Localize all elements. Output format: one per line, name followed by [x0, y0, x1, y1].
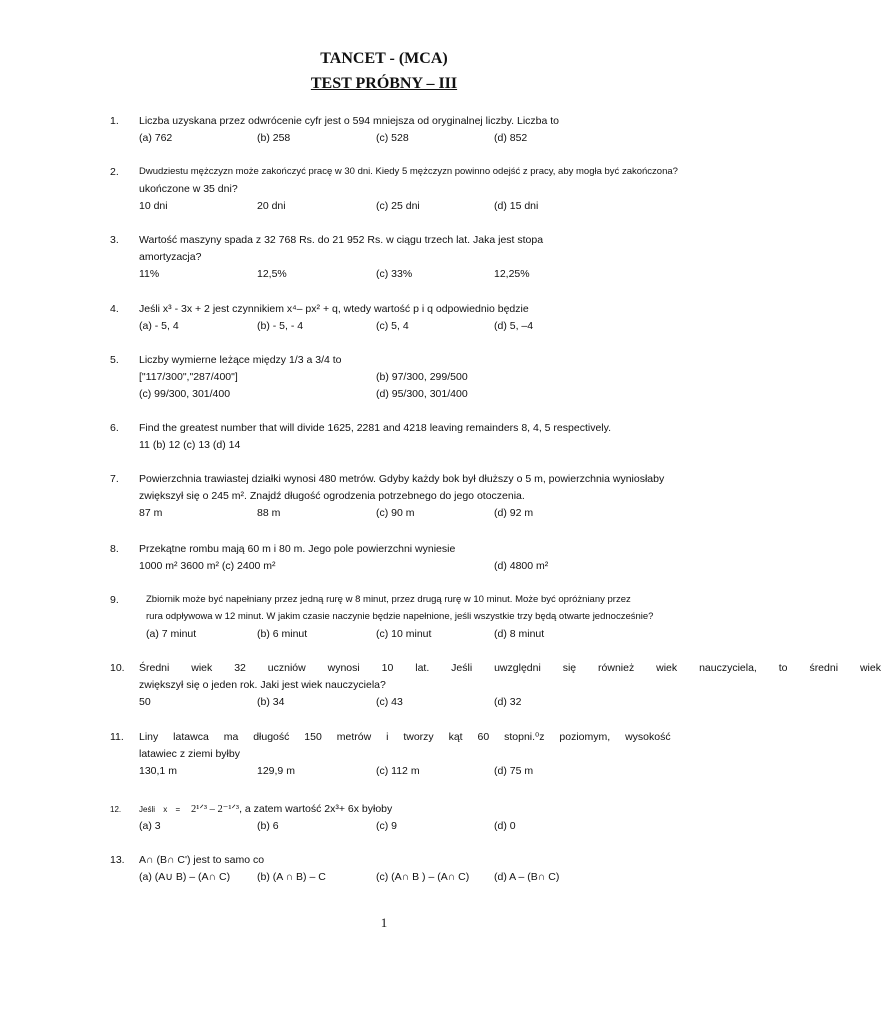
- option-a: (a) 762: [139, 132, 173, 144]
- test-title: TANCET - (MCA): [320, 50, 448, 67]
- question-number: 10.: [110, 662, 125, 674]
- question-text: Jeśli x³ - 3x + 2 jest czynnikiem x⁴– px² + q, wtedy wartość p i q odpowiednio będzie: [139, 303, 529, 315]
- math-expression: 2¹ᐟ³ – 2⁻¹ᐟ³: [191, 804, 240, 815]
- question-text: Przekątne rombu mają 60 m i 80 m. Jego pole powierzchni wyniesie: [139, 543, 456, 555]
- option-d: (d) 75 m: [494, 765, 534, 777]
- option-d: (d) 32: [494, 696, 522, 708]
- options-row: 11 (b) 12 (c) 13 (d) 14: [139, 439, 241, 451]
- question-text-prefix: Jeśli x =: [139, 805, 181, 814]
- question-number: 13.: [110, 854, 125, 866]
- question-number: 1.: [110, 115, 119, 127]
- question-text: amortyzacja?: [139, 251, 202, 263]
- option-c: (c) 90 m: [376, 507, 415, 519]
- option-b: (b) 6: [257, 820, 279, 832]
- option-d: (d) 0: [494, 820, 516, 832]
- options-row: [139, 388, 768, 405]
- question-text: Find the greatest number that will divide 1625, 2281 and 4218 leaving remainders 8, 4, 5 respectively.: [139, 422, 612, 434]
- option-b: 20 dni: [257, 200, 286, 212]
- options-row: [139, 507, 768, 524]
- option-a: (a) 3: [139, 820, 161, 832]
- question-text: [139, 803, 768, 820]
- option-a: 50: [139, 696, 151, 708]
- question-number: 4.: [110, 303, 119, 315]
- question-text: Liczby wymierne leżące między 1/3 a 3/4 to: [139, 354, 342, 366]
- page-number: 1: [380, 915, 388, 930]
- question-text: rura odpływowa w 12 minut. W jakim czasie naczynie będzie napełnione, jeśli wszystkie trzy będą otwarte jednocześnie?: [146, 611, 654, 622]
- option-d: 12,25%: [494, 268, 530, 280]
- option-a: (a) - 5, 4: [139, 320, 179, 332]
- question-text: Zbiornik może być napełniany przez jedną rurę w 8 minut, przez drugą rurę w 10 minut. Może być opróżniany przez: [146, 594, 631, 605]
- option-c: (c) 5, 4: [376, 320, 409, 332]
- option-a: 11%: [139, 268, 160, 280]
- option-a: ["117/300","287/400"]: [139, 371, 238, 383]
- options-row: [139, 765, 768, 782]
- question-number: 6.: [110, 422, 119, 434]
- question-text: Liczba uzyskana przez odwrócenie cyfr jest o 594 mniejsza od oryginalnej liczby. Liczba to: [139, 115, 560, 127]
- question-text: Wartość maszyny spada z 32 768 Rs. do 21 952 Rs. w ciągu trzech lat. Jaka jest stopa: [139, 234, 544, 246]
- options-row: [139, 371, 768, 388]
- option-d: (d) 5, –4: [494, 320, 534, 332]
- option-d: (d) 8 minut: [494, 628, 545, 640]
- option-a: (a) 7 minut: [146, 628, 197, 640]
- option-c: (c) 112 m: [376, 765, 420, 777]
- options-row: [139, 696, 768, 713]
- test-subtitle: TEST PRÓBNY – III: [310, 75, 458, 92]
- option-b: (b) 97/300, 299/500: [376, 371, 468, 383]
- question-text: latawiec z ziemi byłby: [139, 748, 240, 760]
- question-text: Dwudziestu mężczyzn może zakończyć pracę w 30 dni. Kiedy 5 mężczyzn powinno odejść z pracy, aby mogła być zakończona?: [139, 166, 678, 177]
- option-c: (c) 9: [376, 820, 397, 832]
- question-number: 11.: [110, 731, 124, 743]
- question-number: 9.: [110, 594, 119, 606]
- question-text: zwiększył się o 245 m². Znajdź długość ogrodzenia potrzebnego do jego otoczenia.: [139, 490, 525, 502]
- option-c: (c) 99/300, 301/400: [139, 388, 231, 400]
- question-number: 2.: [110, 166, 119, 178]
- option-d: (d) 15 dni: [494, 200, 539, 212]
- option-d: (d) A – (B∩ C): [494, 871, 560, 883]
- options-row: [139, 871, 768, 888]
- options-row: [139, 560, 768, 577]
- question-text: ukończone w 35 dni?: [139, 183, 238, 195]
- question-number: 5.: [110, 354, 119, 366]
- option-b: 88 m: [257, 507, 281, 519]
- options-row: [139, 268, 768, 285]
- question-number: 7.: [110, 473, 119, 485]
- question-text: Średni wiek 32 uczniów wynosi 10 lat. Jeśli uwzględni się również wiek nauczyciela, to średni wiek: [139, 662, 881, 674]
- option-c: (c) 43: [376, 696, 403, 708]
- option-b: (b) - 5, - 4: [257, 320, 304, 332]
- option-a: 10 dni: [139, 200, 168, 212]
- question-text: Liny latawca ma długość 150 metrów i tworzy kąt 60 stopni.⁰z poziomym, wysokość: [139, 731, 671, 743]
- option-d: (d) 4800 m²: [494, 560, 549, 572]
- question-text: Powierzchnia trawiastej działki wynosi 480 metrów. Gdyby każdy bok był dłuższy o 5 m, powierzchnia wyniosłaby: [139, 473, 665, 485]
- options-row: [146, 628, 768, 645]
- options-row: [139, 200, 768, 217]
- option-d: (d) 92 m: [494, 507, 534, 519]
- question-number: 3.: [110, 234, 119, 246]
- question-text-suffix: , a zatem wartość 2x³+ 6x byłoby: [239, 803, 393, 815]
- option-d: (d) 852: [494, 132, 528, 144]
- option-c: (c) 528: [376, 132, 409, 144]
- option-a: (a) (A∪ B) – (A∩ C): [139, 871, 231, 883]
- option-b: (b) (A ∩ B) – C: [257, 871, 326, 883]
- question-number: 12.: [110, 805, 122, 814]
- question-number: 8.: [110, 543, 119, 555]
- option-c: (c) 25 dni: [376, 200, 420, 212]
- option-a: 87 m: [139, 507, 163, 519]
- question-text: zwiększył się o jeden rok. Jaki jest wiek nauczyciela?: [139, 679, 386, 691]
- option-b: (b) 6 minut: [257, 628, 308, 640]
- option-b: (b) 258: [257, 132, 291, 144]
- option-a: 130,1 m: [139, 765, 177, 777]
- option-b: (b) 34: [257, 696, 285, 708]
- option-c: (c) (A∩ B ) – (A∩ C): [376, 871, 470, 883]
- question-text: A∩ (B∩ C') jest to samo co: [139, 854, 265, 866]
- option-c: (c) 33%: [376, 268, 413, 280]
- option-abc: 1000 m² 3600 m² (c) 2400 m²: [139, 560, 276, 572]
- options-row: [139, 132, 768, 149]
- options-row: [139, 820, 768, 837]
- option-b: 12,5%: [257, 268, 287, 280]
- option-b: 129,9 m: [257, 765, 295, 777]
- option-d: (d) 95/300, 301/400: [376, 388, 468, 400]
- options-row: [139, 320, 768, 337]
- option-c: (c) 10 minut: [376, 628, 432, 640]
